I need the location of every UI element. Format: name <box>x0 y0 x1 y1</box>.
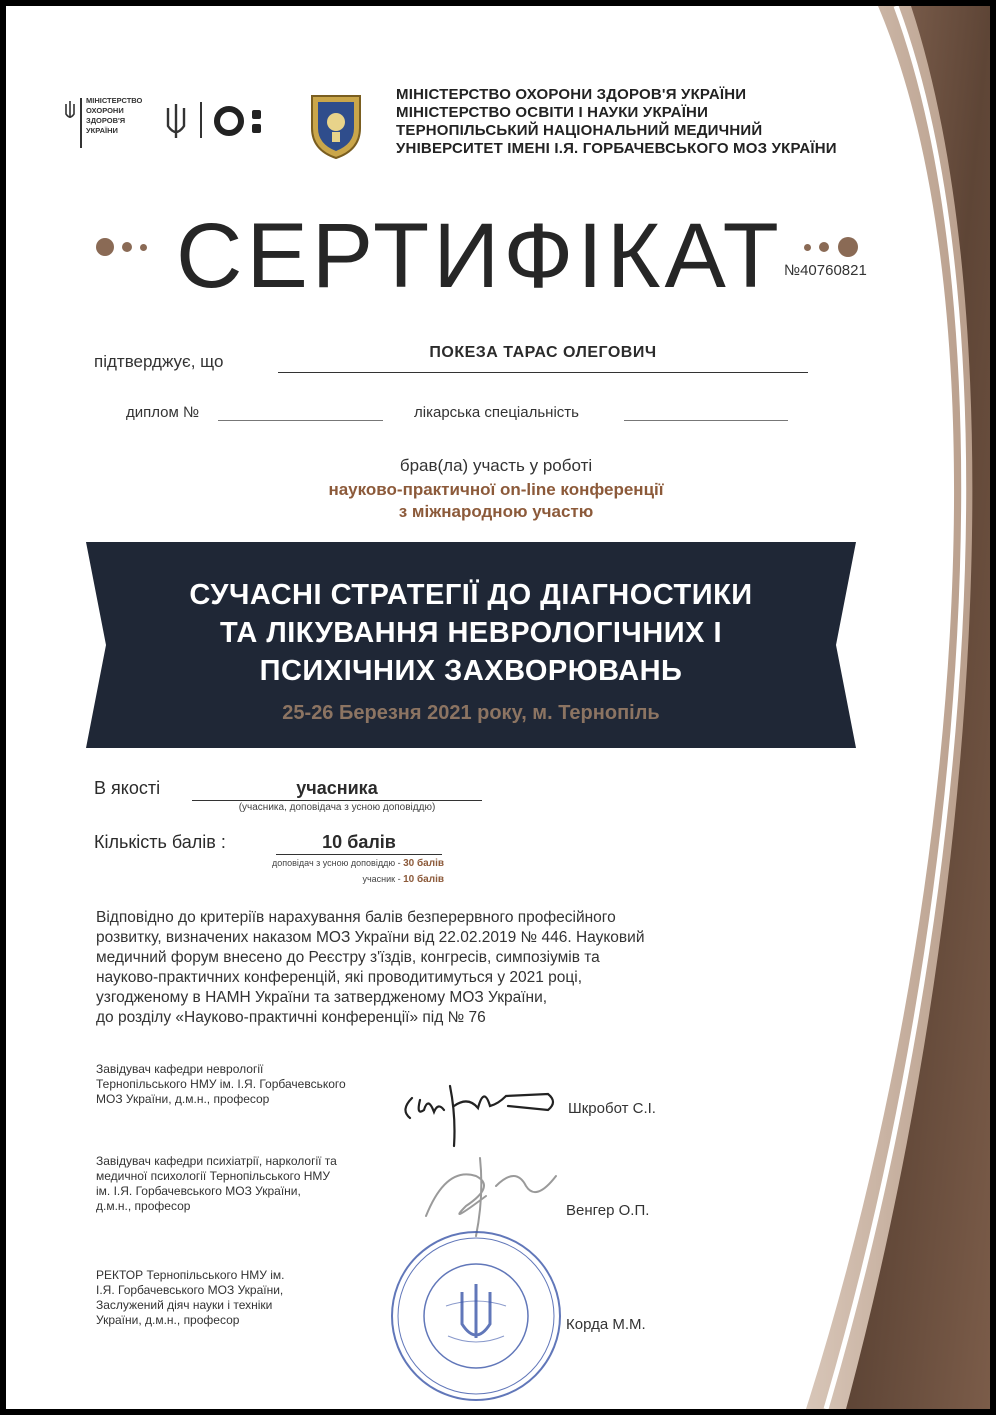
decor-dot <box>122 242 132 252</box>
participant-points <box>206 874 444 885</box>
role-hint: (учасника, доповідача з усною доповіддю) <box>238 802 436 813</box>
signatory-title-line: України, д.м.н., професор <box>96 1313 240 1327</box>
logo-text-line: ЗДОРОВ'Я <box>86 116 126 125</box>
decor-dot <box>804 244 811 251</box>
logo-text-line: МІНІСТЕРСТВО <box>86 96 143 105</box>
role-label: В якості <box>94 778 161 798</box>
diploma-label: диплом № <box>126 404 200 421</box>
event-title-line: СУЧАСНІ СТРАТЕГІЇ ДО ДІАГНОСТИКИ <box>189 579 753 611</box>
specialty-line <box>624 420 788 421</box>
logo-text-line: УКРАЇНИ <box>86 126 118 135</box>
paragraph-line: науково-практичних конференцій, які проводитимуться у 2021 році, <box>96 969 583 986</box>
paragraph-line: до розділу «Науково-практичні конференції» під № 76 <box>96 1009 486 1026</box>
signatory-title-line: д.м.н., професор <box>96 1199 191 1213</box>
role-line <box>192 800 482 801</box>
org-line: МІНІСТЕРСТВО ОСВІТИ І НАУКИ УКРАЇНИ <box>396 104 709 121</box>
accreditation-paragraph <box>96 908 776 1028</box>
speaker-points-label: доповідач з усною доповіддю - <box>271 858 404 868</box>
signatory-name: Шкробот С.І. <box>568 1100 656 1117</box>
paragraph-line: медичний форум внесено до Реєстру з'їздів, конгресів, симпозіумів та <box>96 949 600 966</box>
participation-line1: брав(ла) участь у роботі <box>399 456 593 475</box>
signatory-name: Корда М.М. <box>566 1316 646 1333</box>
points-value: 10 балів <box>322 832 396 852</box>
trident-icon <box>164 102 188 140</box>
signatory-title-line: ім. І.Я. Горбачевського МОЗ України, <box>96 1184 301 1198</box>
paragraph-line: Відповідно до критеріїв нарахування балів безперервного професійного <box>96 909 616 926</box>
signatory-title-line: РЕКТОР Тернопільського НМУ ім. <box>96 1268 285 1282</box>
signatory-title <box>96 1062 346 1107</box>
paragraph-line: узгодженому в НАМН України та затвердженому МОЗ України, <box>96 989 548 1006</box>
organizations-header <box>396 86 837 158</box>
confirms-label: підтверджує, що <box>94 352 224 371</box>
paragraph-line: розвитку, визначених наказом МОЗ України від 22.02.2019 № 446. Науковий <box>96 929 645 946</box>
decor-dot <box>96 238 114 256</box>
signatory-title-line: Тернопільського НМУ ім. І.Я. Горбачевського <box>96 1077 346 1091</box>
decor-dot <box>838 237 858 257</box>
recipient-name: ПОКЕЗА ТАРАС ОЛЕГОВИЧ <box>429 344 657 361</box>
event-date: 25-26 Березня 2021 року, м. Тернопіль <box>282 702 660 724</box>
decor-dot <box>819 242 829 252</box>
points-line <box>276 854 442 855</box>
participant-points-value: 10 балів <box>403 874 444 885</box>
signatory-title <box>96 1154 337 1214</box>
divider <box>200 102 202 138</box>
round-stamp <box>386 1226 566 1406</box>
speaker-points <box>206 858 444 869</box>
speaker-points-value: 30 балів <box>403 858 444 869</box>
recipient-line <box>278 372 808 373</box>
certificate-number: №40760821 <box>784 262 867 279</box>
event-title-line: ПСИХІЧНИХ ЗАХВОРЮВАНЬ <box>259 655 683 687</box>
certificate-page <box>6 6 990 1409</box>
participation-line2: науково-практичної on-line конференції <box>328 480 664 499</box>
role-value: учасника <box>296 778 378 798</box>
signature-shkrobot <box>398 1066 568 1150</box>
event-title-line: ТА ЛІКУВАННЯ НЕВРОЛОГІЧНИХ І <box>219 617 723 649</box>
university-crest-icon <box>306 88 366 160</box>
org-line: ТЕРНОПІЛЬСЬКИЙ НАЦІОНАЛЬНИЙ МЕДИЧНИЙ <box>396 122 763 139</box>
participant-points-label: учасник - <box>362 874 404 884</box>
specialty-label: лікарська спеціальність <box>414 404 579 421</box>
signatory-name: Венгер О.П. <box>566 1202 650 1219</box>
signatory-title <box>96 1268 284 1328</box>
trident-icon <box>64 100 76 122</box>
event-title <box>88 576 854 690</box>
points-label: Кількість балів : <box>94 832 226 852</box>
org-line: УНІВЕРСИТЕТ ІМЕНІ І.Я. ГОРБАЧЕВСЬКОГО МОЗ УКРАЇНИ <box>396 140 837 157</box>
diia-logo-icon <box>212 104 276 138</box>
page-title: СЕРТИФІКАТ <box>176 205 783 307</box>
signatory-title-line: Заслужений діяч науки і техніки <box>96 1298 273 1312</box>
signatory-title-line: Завідувач кафедри неврології <box>96 1062 264 1076</box>
decor-dot <box>140 244 147 251</box>
org-line: МІНІСТЕРСТВО ОХОРОНИ ЗДОРОВ'Я УКРАЇНИ <box>396 86 747 103</box>
signatory-title-line: Завідувач кафедри психіатрії, наркології та <box>96 1154 337 1168</box>
signatory-title-line: медичної психології Тернопільського НМУ <box>96 1169 331 1183</box>
logo-text-line: ОХОРОНИ <box>86 106 124 115</box>
diploma-line <box>218 420 383 421</box>
participation-line3: з міжнародною участю <box>398 502 594 521</box>
signatory-title-line: МОЗ України, д.м.н., професор <box>96 1092 270 1106</box>
signatory-title-line: І.Я. Горбачевського МОЗ України, <box>96 1283 284 1297</box>
